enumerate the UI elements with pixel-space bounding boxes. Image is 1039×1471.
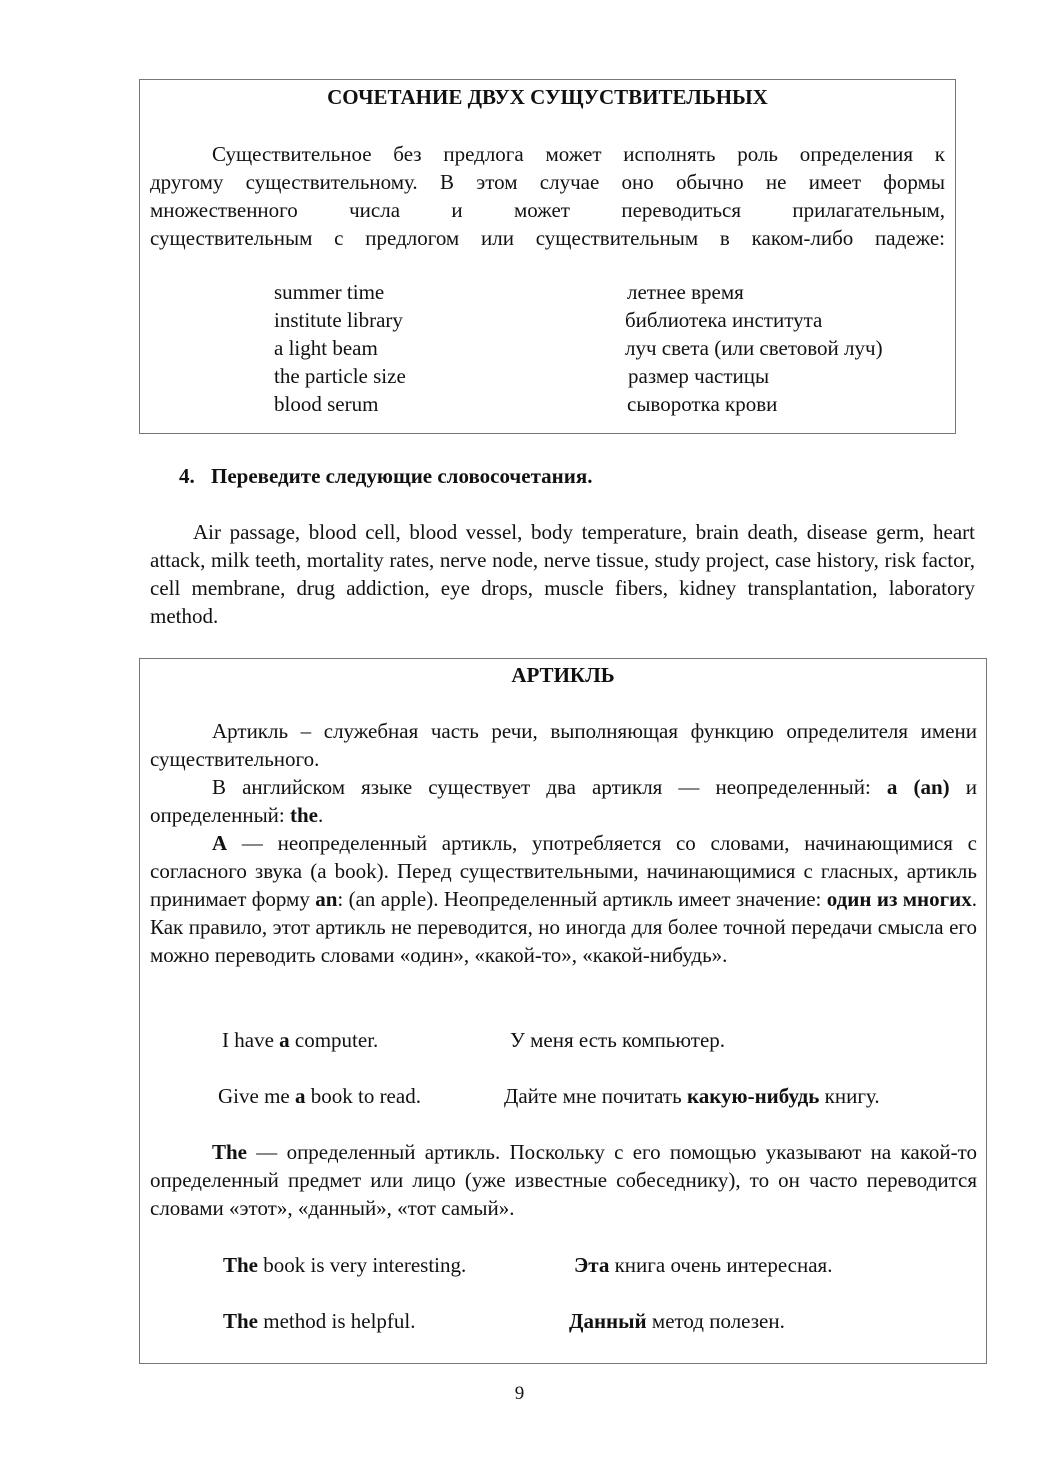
paragraph-line: существительным с предлогом или существительным в каком-либо падеже: [150, 226, 945, 250]
paragraph-line: Существительное без предлога может исполнять роль определения к [212, 142, 945, 166]
example-english: a light beam [274, 336, 378, 360]
task-title: Переведите следующие словосочетания. [211, 464, 593, 488]
example-english: summer time [274, 280, 385, 304]
example-russian: луч света (или световой луч) [625, 336, 883, 360]
example-english: I have a computer. [222, 1028, 379, 1052]
example-russian: Дайте мне почитать какую-нибудь книгу. [504, 1084, 880, 1108]
example-english: Give me a book to read. [218, 1084, 421, 1108]
section-title: СОЧЕТАНИЕ ДВУХ СУЩУСТВИТЕЛЬНЫХ [327, 85, 768, 109]
paragraph-line: другому существительному. В этом случае оно обычно не имеет формы [150, 170, 945, 194]
paragraph-line: множественного числа и может переводиться прилагательным, [150, 198, 945, 222]
task-heading [179, 462, 592, 490]
example-russian: Данный метод полезен. [569, 1309, 785, 1333]
example-russian: сыворотка крови [627, 392, 778, 416]
definite-article-paragraph: The — определенный артикль. Поскольку с его помощью указывают на какой-то определенный предмет или лицо (уже известные собеседнику), то он часто переводится словами «этот», «данный», «тот самый». [150, 1140, 977, 1220]
article-definition: Артикль – служебная часть речи, выполняющая функцию определителя имени существительного. [150, 719, 977, 771]
article-types-paragraph: В английском языке существует два артикля — неопределенный: a (an) и определенный: the. [150, 775, 977, 827]
noun-combination-box [139, 79, 956, 434]
indefinite-article-paragraph: A — неопределенный артикль, употребляется со словами, начинающимися с согласного звука (a book). Перед существительными, начинающимися с гласных, артикль принимает форму an: (an apple). Неопределенный артикль имеет значение: один из многих. Как правило, этот артикль не переводится, но иногда для более точной передачи смысла его можно переводить словами «один», «какой-то», «какой-нибудь». [150, 831, 978, 967]
example-russian: У меня есть компьютер. [510, 1028, 726, 1052]
task-text: Air passage, blood cell, blood vessel, body temperature, brain death, disease germ, heart attack, milk teeth, mortality rates, nerve node, nerve tissue, study project, case history, risk factor, cell membrane, drug addiction, eye drops, muscle fibers, kidney transplantation, laboratory method. [150, 520, 975, 628]
article-box [139, 658, 987, 1364]
page-number: 9 [514, 1383, 525, 1404]
example-english: blood serum [274, 392, 379, 416]
example-english: the particle size [274, 364, 406, 388]
section-title: АРТИКЛЬ [511, 663, 615, 687]
example-english: The method is helpful. [223, 1309, 416, 1333]
example-english: The book is very interesting. [223, 1253, 467, 1277]
task-number: 4. [179, 464, 195, 488]
example-russian: библиотека института [625, 308, 823, 332]
example-russian: Эта книга очень интересная. [574, 1253, 833, 1277]
example-english: institute library [274, 308, 403, 332]
example-russian: летнее время [627, 280, 744, 304]
example-russian: размер частицы [628, 364, 770, 388]
